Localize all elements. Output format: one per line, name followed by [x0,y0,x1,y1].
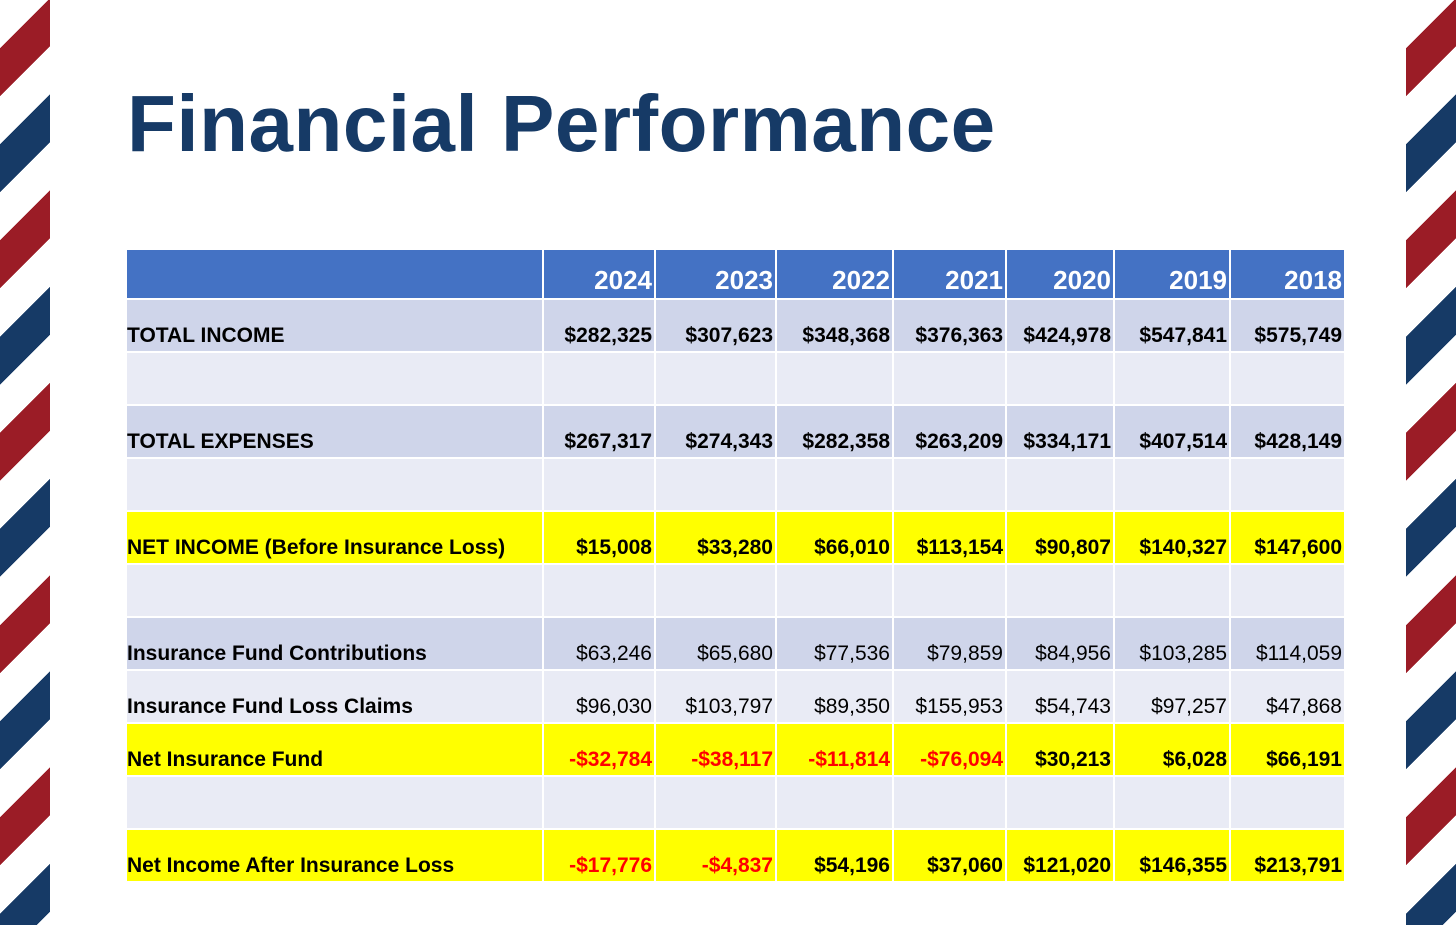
value-cell [777,459,892,510]
value-cell: $15,008 [544,512,654,563]
value-cell: $547,841 [1115,300,1229,351]
row-label: TOTAL EXPENSES [127,406,542,457]
value-cell [544,565,654,616]
value-cell: -$17,776 [544,830,654,881]
value-cell: $274,343 [656,406,775,457]
value-cell [544,353,654,404]
value-cell: $113,154 [894,512,1005,563]
value-cell: $575,749 [1231,300,1344,351]
value-cell: $307,623 [656,300,775,351]
row-label [127,459,542,510]
value-cell: $96,030 [544,671,654,722]
value-cell [1007,353,1113,404]
year-header: 2018 [1231,250,1344,298]
row-label: TOTAL INCOME [127,300,542,351]
value-cell: $155,953 [894,671,1005,722]
value-cell: $89,350 [777,671,892,722]
row-label: Net Insurance Fund [127,724,542,775]
page-title: Financial Performance [127,79,996,168]
value-cell [777,565,892,616]
value-cell: $103,797 [656,671,775,722]
spacer-row [127,777,1344,828]
year-header: 2021 [894,250,1005,298]
value-cell: $65,680 [656,618,775,669]
year-header: 2020 [1007,250,1113,298]
insurance-contributions-row [127,618,1344,669]
value-cell [1007,459,1113,510]
value-cell [777,777,892,828]
value-cell [894,353,1005,404]
header-corner-cell [127,250,542,298]
value-cell [894,777,1005,828]
value-cell: $267,317 [544,406,654,457]
spacer-row [127,353,1344,404]
value-cell: $140,327 [1115,512,1229,563]
value-cell: $147,600 [1231,512,1344,563]
value-cell [656,459,775,510]
value-cell: $66,191 [1231,724,1344,775]
row-label: Net Income After Insurance Loss [127,830,542,881]
value-cell: $37,060 [894,830,1005,881]
value-cell: $424,978 [1007,300,1113,351]
header-row [127,250,1344,298]
financial-table [125,248,1346,883]
insurance-claims-row [127,671,1344,722]
value-cell: $146,355 [1115,830,1229,881]
value-cell [777,353,892,404]
value-cell: -$32,784 [544,724,654,775]
value-cell: $63,246 [544,618,654,669]
value-cell: -$11,814 [777,724,892,775]
value-cell: $282,325 [544,300,654,351]
row-label [127,353,542,404]
value-cell: $428,149 [1231,406,1344,457]
value-cell [544,777,654,828]
value-cell [1115,777,1229,828]
value-cell: $54,196 [777,830,892,881]
right-airmail-border [1406,0,1456,925]
row-label: Insurance Fund Contributions [127,618,542,669]
value-cell [1231,353,1344,404]
value-cell: $103,285 [1115,618,1229,669]
value-cell [1007,565,1113,616]
value-cell: $6,028 [1115,724,1229,775]
year-header: 2022 [777,250,892,298]
value-cell [1231,565,1344,616]
row-label [127,565,542,616]
net-insurance-fund-row [127,724,1344,775]
value-cell: $348,368 [777,300,892,351]
net-income-after-loss-row [127,830,1344,881]
value-cell [1007,777,1113,828]
value-cell: $213,791 [1231,830,1344,881]
value-cell: $263,209 [894,406,1005,457]
total-expenses-row [127,406,1344,457]
value-cell: $114,059 [1231,618,1344,669]
value-cell: $84,956 [1007,618,1113,669]
value-cell: $97,257 [1115,671,1229,722]
spacer-row [127,565,1344,616]
value-cell: $54,743 [1007,671,1113,722]
value-cell: $121,020 [1007,830,1113,881]
value-cell [656,777,775,828]
value-cell [1115,459,1229,510]
value-cell: $282,358 [777,406,892,457]
value-cell: $66,010 [777,512,892,563]
value-cell: $47,868 [1231,671,1344,722]
value-cell: $30,213 [1007,724,1113,775]
year-header: 2019 [1115,250,1229,298]
value-cell: $33,280 [656,512,775,563]
net-income-before-loss-row [127,512,1344,563]
left-airmail-border [0,0,50,925]
value-cell [656,353,775,404]
value-cell: -$38,117 [656,724,775,775]
value-cell: $90,807 [1007,512,1113,563]
row-label: Insurance Fund Loss Claims [127,671,542,722]
value-cell [544,459,654,510]
year-header: 2023 [656,250,775,298]
value-cell [656,565,775,616]
value-cell [1115,353,1229,404]
spacer-row [127,459,1344,510]
value-cell [1231,777,1344,828]
value-cell [894,459,1005,510]
value-cell: -$4,837 [656,830,775,881]
value-cell [894,565,1005,616]
value-cell [1231,459,1344,510]
total-income-row [127,300,1344,351]
year-header: 2024 [544,250,654,298]
row-label [127,777,542,828]
value-cell: $376,363 [894,300,1005,351]
row-label: NET INCOME (Before Insurance Loss) [127,512,542,563]
value-cell: $77,536 [777,618,892,669]
value-cell: $334,171 [1007,406,1113,457]
value-cell: $407,514 [1115,406,1229,457]
value-cell [1115,565,1229,616]
value-cell: -$76,094 [894,724,1005,775]
value-cell: $79,859 [894,618,1005,669]
